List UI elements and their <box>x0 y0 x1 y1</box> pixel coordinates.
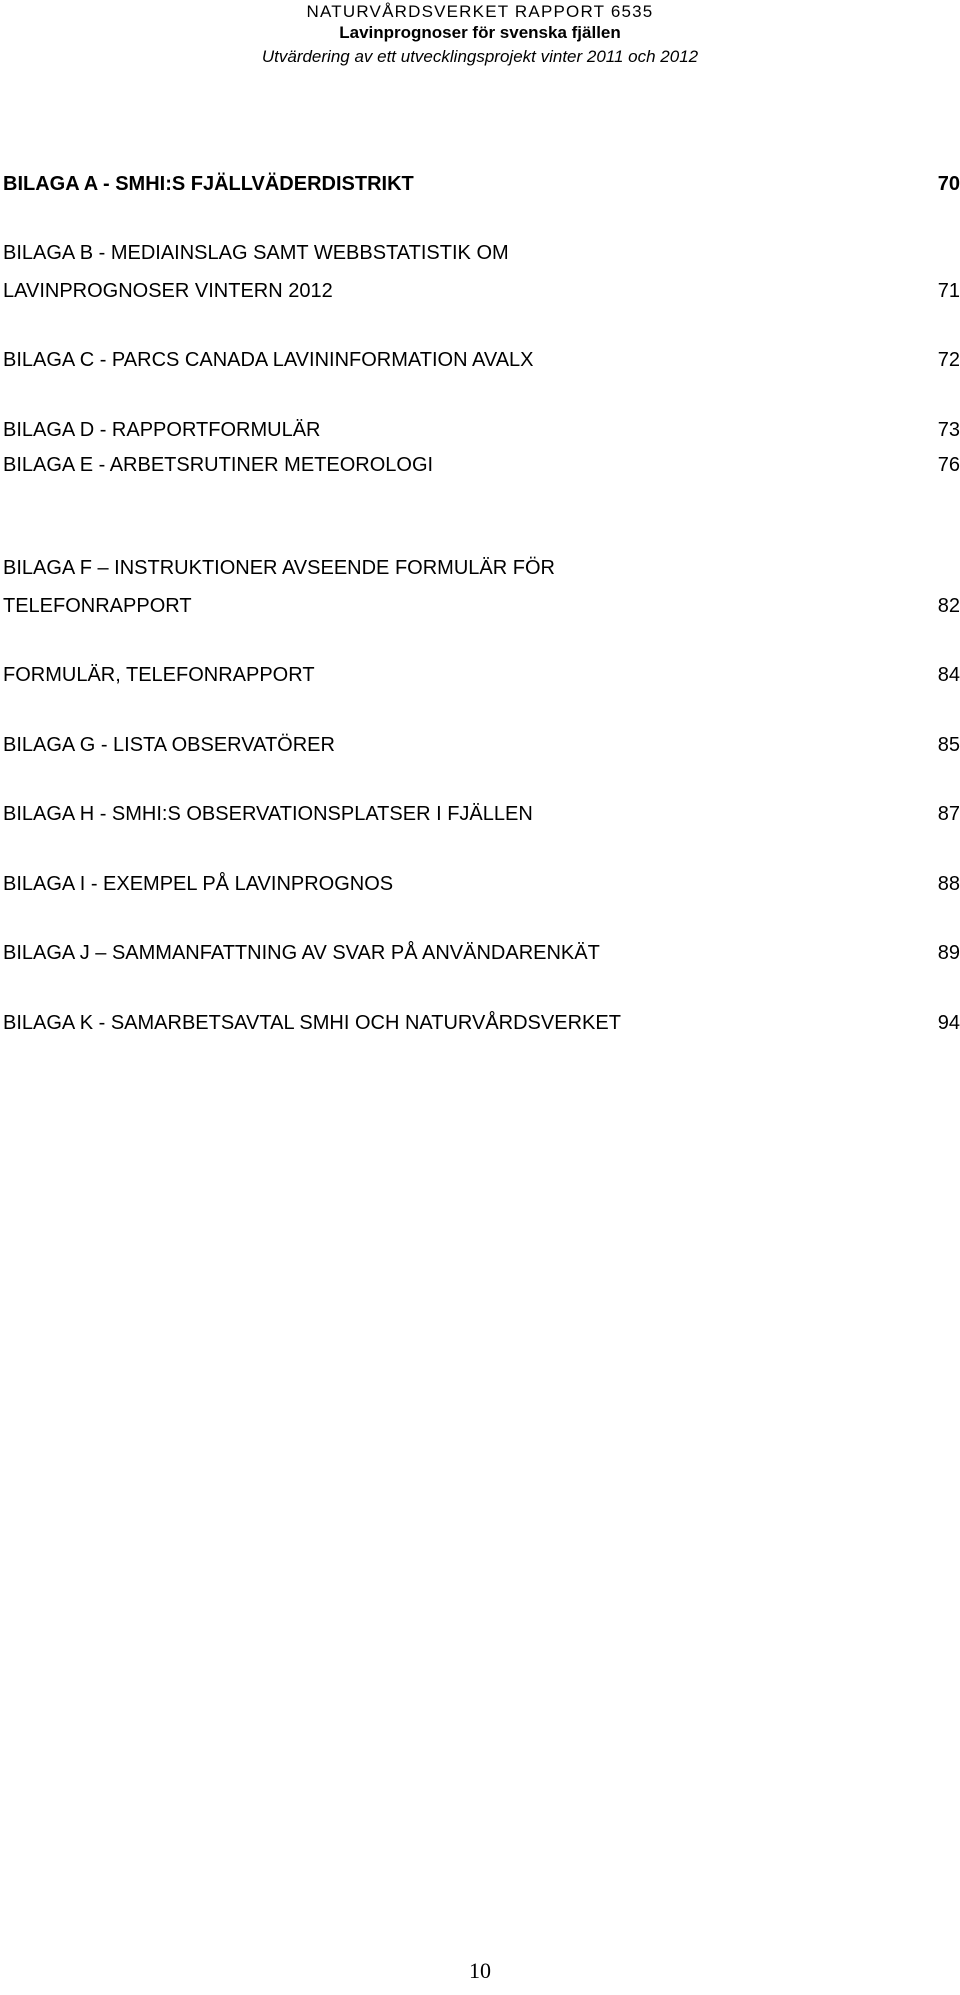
toc-entry-page: 94 <box>937 1012 960 1034</box>
report-number: NATURVÅRDSVERKET RAPPORT 6535 <box>306 2 654 21</box>
toc-entry-title: FORMULÄR, TELEFONRAPPORT <box>3 664 315 686</box>
toc-entry-title-continued: LAVINPROGNOSER VINTERN 2012 <box>3 280 333 302</box>
toc-entry-page: 76 <box>937 454 960 476</box>
page-number: 10 <box>469 1958 491 1983</box>
toc-entry-page: 89 <box>937 942 960 964</box>
toc-entry-page: 82 <box>937 595 960 617</box>
toc-entry-page: 72 <box>937 349 960 371</box>
toc-entry-page: 88 <box>937 873 960 895</box>
report-subtitle: Utvärdering av ett utvecklingsprojekt vinter 2011 och 2012 <box>261 47 699 66</box>
toc-entry-title-continued: TELEFONRAPPORT <box>3 595 192 617</box>
toc-entry-page: 84 <box>937 664 960 686</box>
toc-entry-page: 71 <box>937 280 960 302</box>
toc-entry-title: BILAGA H - SMHI:S OBSERVATIONSPLATSER I FJÄLLEN <box>3 803 533 825</box>
toc-entry-title: BILAGA A - SMHI:S FJÄLLVÄDERDISTRIKT <box>3 173 414 195</box>
toc-entry-title: BILAGA J – SAMMANFATTNING AV SVAR PÅ ANVÄNDARENKÄT <box>3 942 600 964</box>
toc-entry-title: BILAGA I - EXEMPEL PÅ LAVINPROGNOS <box>3 873 394 895</box>
toc-entry-page: 73 <box>937 419 960 441</box>
report-title: Lavinprognoser för svenska fjällen <box>339 23 621 42</box>
toc-entry-title: BILAGA C - PARCS CANADA LAVININFORMATION AVALX <box>3 349 534 371</box>
toc-entry-title: BILAGA D - RAPPORTFORMULÄR <box>3 419 321 441</box>
toc-entry-title: BILAGA B - MEDIAINSLAG SAMT WEBBSTATISTIK OM <box>3 242 509 264</box>
toc-entry-title: BILAGA K - SAMARBETSAVTAL SMHI OCH NATURVÅRDSVERKET <box>3 1012 621 1034</box>
toc-entry-title: BILAGA E - ARBETSRUTINER METEOROLOGI <box>3 454 434 476</box>
toc-entry-title: BILAGA F – INSTRUKTIONER AVSEENDE FORMULÄR FÖR <box>3 557 555 579</box>
toc-entry-page: 87 <box>937 803 960 825</box>
toc-entry-title: BILAGA G - LISTA OBSERVATÖRER <box>3 734 335 756</box>
toc-entry-page: 85 <box>937 734 960 756</box>
toc-entry-page: 70 <box>937 173 960 195</box>
